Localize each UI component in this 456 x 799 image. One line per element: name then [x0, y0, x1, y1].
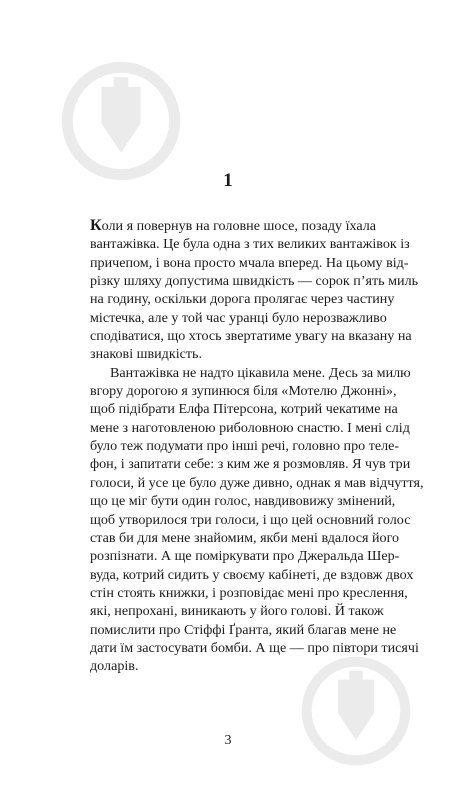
text-line: на годину, оскільки дорога пролягає через частину [90, 291, 395, 308]
page-number: 3 [224, 733, 232, 748]
text-line: мене з наготовленою риболовною снастю. І мені слід [90, 419, 410, 436]
text-line: фон, і запитати себе: з ким же я розмовляв. Я чув три [90, 456, 411, 473]
text-line: причепом, і вона просто мчала вперед. На цьому від- [90, 254, 409, 271]
text-line: голоси, й усе це було дуже дивно, однак я мав відчуття, [90, 474, 424, 491]
text-line: було теж подумати про інші речі, головно про теле- [90, 438, 400, 455]
text-line: щоб утворилося три голоси, і що цей основний голос [90, 511, 411, 528]
text-line: сподіватися, що хтось звертатиме увагу на вказану на [90, 328, 412, 345]
text-line: став би для мене знайомим, якби мені вдалося його [90, 529, 400, 546]
text-line: щоб підібрати Елфа Пітерсона, котрий чекатиме на [90, 401, 398, 418]
text-line: що це міг бути один голос, навдивовижу змінений, [90, 493, 396, 510]
pen-nib-icon [60, 60, 182, 182]
text-line: дати їм застосувати бомби. А ще — про півтори тисячі [90, 639, 419, 656]
text-line: вантажівка. Це була одна з тих великих вантажівок із [90, 236, 410, 253]
chapter-number: 1 [223, 170, 233, 191]
text-line: помислити про Стіффі Ґранта, який благав мене не [90, 621, 397, 638]
text-line: вуда, котрий сидить у своєму кабінеті, де вздовж двох [90, 566, 414, 583]
text-line: доларів. [90, 658, 139, 675]
text-line: різку шляху допустима швидкість — сорок п’ять миль [90, 273, 419, 290]
text-line: Вантажівка не надто цікавила мене. Десь за милю [110, 364, 411, 381]
text-line: містечка, але у той час уранці було нерозважливо [90, 309, 387, 326]
text-line: стін стоять книжки, і розповідає мені про креслення, [90, 584, 408, 601]
text-line: розпізнати. А ще поміркувати про Джеральда Шер- [90, 548, 400, 565]
text-line: вгору дорогою я зупинюся біля «Мотелю Джонні», [90, 383, 397, 400]
text-line: які, непрохані, виникають у його голові. Й також [90, 603, 384, 620]
text-line: Коли я повернув на головне шосе, позаду їхала [90, 217, 377, 234]
text-line: знакові швидкість. [90, 346, 202, 363]
drop-cap: К [90, 217, 102, 234]
body-text [90, 217, 424, 676]
